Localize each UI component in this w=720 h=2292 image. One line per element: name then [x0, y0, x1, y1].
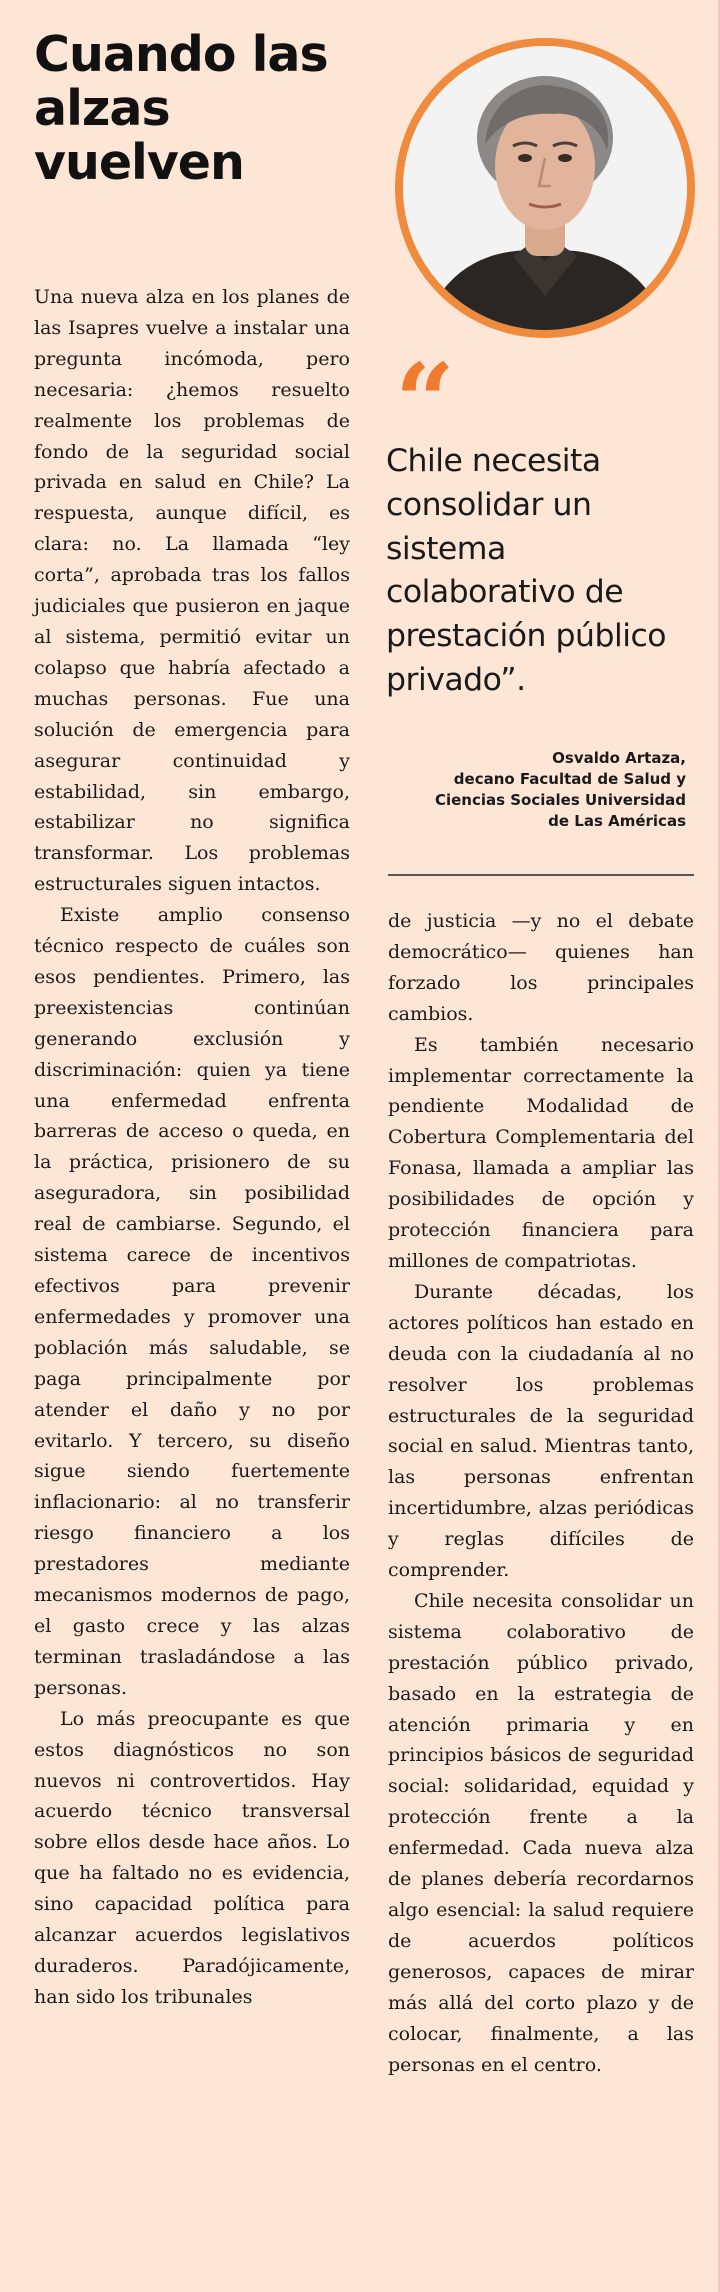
body-paragraph: de justicia —y no el debate democrático— quienes han forzado los principales cambios. [388, 910, 694, 1025]
author-name: Osvaldo Artaza, [552, 749, 686, 767]
body-paragraph: Chile necesita consolidar un sistema colaborativo de prestación público privado, basado en la estrategia de atención primaria y en principios básicos de seguridad social: solidaridad, equidad y protección frente a la enfermedad. Cada nueva alza de planes debería recordarnos algo esencial: la salud requiere de acuerdos políticos generosos, capaces de mirar más allá del corto plazo y de colocar, finalmente, a las personas en el centro. [388, 1589, 694, 2076]
author-role: decano Facultad de Salud y [453, 770, 686, 788]
portrait-photo [403, 46, 687, 330]
body-paragraph: Lo más preocupante es que estos diagnósticos no son nuevos ni controvertidos. Hay acuerdo técnico transversal sobre ellos desde hace años. Lo que ha faltado no es evidencia, sino capacidad política para alcanzar acuerdos legislativos duraderos. Paradójicamente, han sido los tribunales [34, 1707, 350, 2008]
author-faculty: Ciencias Sociales Universidad [434, 791, 686, 809]
body-paragraph: Es también necesario implementar correctamente la pendiente Modalidad de Cobertura Complementaria del Fonasa, llamada a ampliar las posibilidades de opción y protección financiera para millones de compatriotas. [388, 1033, 694, 1272]
body-paragraph: Durante décadas, los actores políticos han estado en deuda con la ciudadanía al no resolver los problemas estructurales de la seguridad social en salud. Mientras tanto, las personas enfrentan incertidumbre, alzas periódicas y reglas difíciles de comprender. [388, 1280, 694, 1582]
body-column-left [34, 282, 350, 2013]
author-university: de Las Américas [548, 812, 686, 830]
divider [388, 874, 694, 876]
body-paragraph: Una nueva alza en los planes de las Isapres vuelve a instalar una pregunta incómoda, pero necesaria: ¿hemos resuelto realmente los problemas de fondo de la seguridad social privada en salud en Chile? La respuesta, aunque difícil, es clara: no. La llamada “ley corta”, aprobada tras los fallos judiciales que pusieron en jaque al sistema, permitió evitar un colapso que habría afectado a muchas personas. Fue una solución de emergencia para asegurar continuidad y estabilidad, sin embargo, estabilizar no significa transformar. Los problemas estructurales siguen intactos. [34, 286, 350, 896]
body-column-right [388, 906, 694, 2080]
headline: Cuando las alzas vuelven [34, 26, 328, 191]
author-attribution [386, 748, 686, 832]
quote-mark-icon: “ [395, 340, 455, 463]
body-paragraph: Existe amplio consenso técnico respecto de cuáles son esos pendientes. Primero, las preexistencias continúan generando exclusión y discriminación: quien ya tiene una enfermedad enfrenta barreras de acceso o queda, en la práctica, prisionero de su aseguradora, sin posibilidad real de cambiarse. Segundo, el sistema carece de incentivos efectivos para prevenir enfermedades y promover una población más saludable, se paga principalmente por atender el daño y no por evitarlo. Y tercero, su diseño sigue siendo fuertemente inflacionario: al no transferir riesgo financiero a los prestadores mediante mecanismos modernos de pago, el gasto crece y las alzas terminan trasladándose a las personas. [34, 904, 350, 1699]
pull-quote: Chile necesita consolidar un sistema colaborativo de prestación público privado”. [386, 443, 667, 698]
